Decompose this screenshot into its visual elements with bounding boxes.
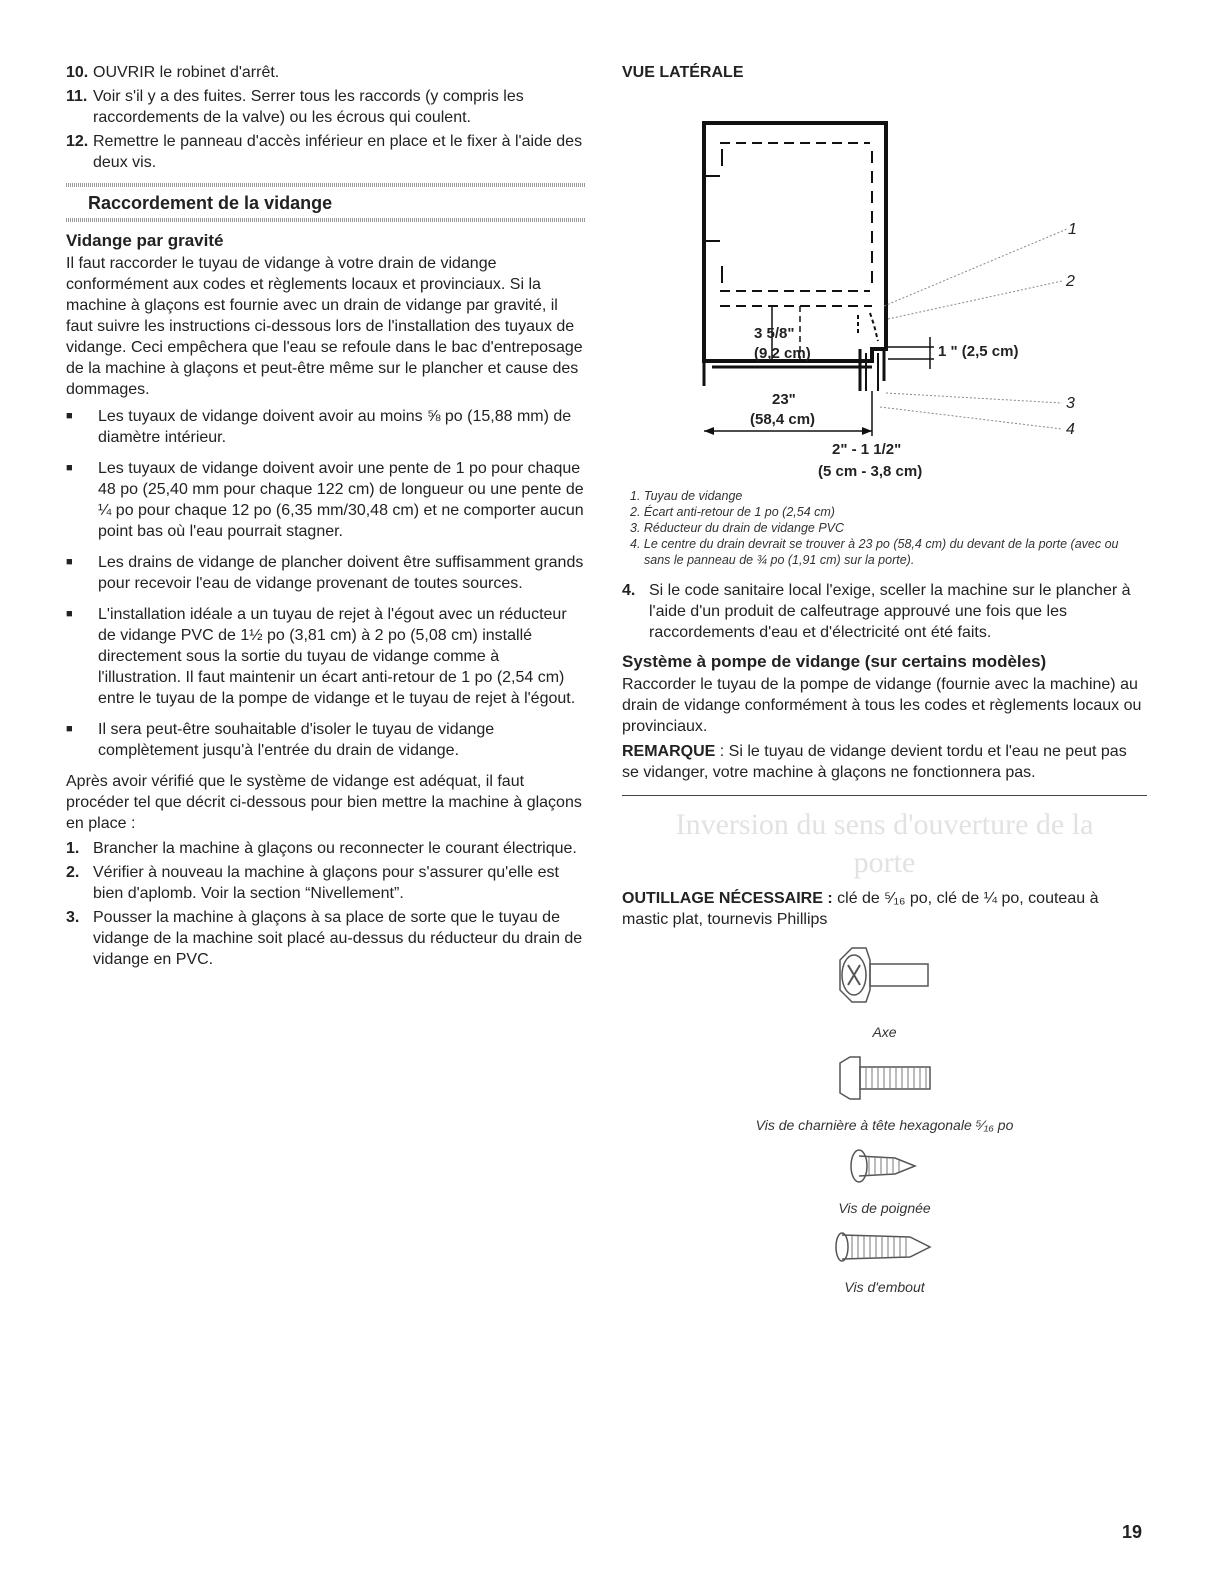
bullet-square-icon: ■ [66, 410, 73, 422]
tool-caption: Vis d'embout [844, 1279, 925, 1295]
tool-caption: Vis de charnière à tête hexagonale ⁵⁄₁₆ po [755, 1117, 1014, 1133]
bullet-square-icon: ■ [66, 556, 73, 568]
caption-item: 2. Écart anti-retour de 1 po (2,54 cm) [630, 505, 835, 519]
steps-top [66, 62, 586, 173]
tool-caption: Vis de poignée [838, 1200, 931, 1216]
caption-item: 4. Le centre du drain devrait se trouver à 23 po (58,4 cm) du devant de la porte (avec ou sans le panneau de ¾ po (1,91 cm) sur la porte). [630, 537, 1119, 567]
callout-1: 1 [1068, 221, 1077, 238]
callout-3: 3 [1066, 395, 1075, 412]
step-item: 12. Remettre le panneau d'accès inférieur en place et le fixer à l'aide des deux vis. [66, 133, 583, 171]
hex-bolt-icon [830, 1053, 940, 1103]
callout-4: 4 [1066, 421, 1075, 438]
dim-9-2-cm: (9,2 cm) [754, 345, 811, 362]
door-reversal-title [622, 806, 1147, 882]
steps-bottom [66, 838, 586, 970]
dim-23-inch: 23" [772, 391, 796, 408]
caption-item: 3. Réducteur du drain de vidange PVC [630, 521, 845, 535]
list-item: ■ Les tuyaux de vidange doivent avoir au moins ⅝ po (15,88 mm) de diamètre intérieur. [66, 408, 572, 446]
list-item: ■ Il sera peut-être souhaitable d'isoler le tuyau de vidange complètement jusqu'à l'entrée du drain de vidange. [66, 721, 495, 759]
tool-axle [622, 940, 1147, 1043]
list-item: ■ Les drains de vidange de plancher doivent être suffisamment grands pour recevoir l'eau de vidange provenant de toutes sources. [66, 554, 584, 592]
side-view-diagram [622, 91, 1147, 471]
dim-2-inch: 2" - 1 1/2" [832, 441, 902, 458]
pump-text: Raccorder le tuyau de la pompe de vidange (fournie avec la machine) au drain de vidange conformément à tous les codes et règlements locaux ou provinciaux. [622, 676, 1142, 735]
remark-text: : Si le tuyau de vidange devient tordu et l'eau ne peut pas se vidanger, votre machine à glaçons ne fonctionnera pas. [622, 743, 1127, 781]
callout-2: 2 [1066, 273, 1075, 290]
remark [622, 741, 1147, 783]
step-item: 11. Voir s'il y a des fuites. Serrer tous les raccords (y compris les raccordements de la valve) ou les écrous qui coulent. [66, 88, 524, 126]
dim-58-4-cm: (58,4 cm) [750, 411, 816, 428]
tool-hinge-screw [622, 1053, 1147, 1136]
handle-screw-icon [845, 1146, 925, 1186]
bullet-square-icon: ■ [66, 723, 73, 735]
right-column [622, 62, 1147, 1298]
dim-5-cm: (5 cm - 3,8 cm) [818, 463, 923, 480]
gravity-title: Vidange par gravité [66, 231, 224, 250]
list-item: ■ Les tuyaux de vidange doivent avoir une pente de 1 po pour chaque 48 po (25,40 mm pour chaque 122 cm) de longueur ou une pente de ¼ po pour chaque 12 po (6,35 mm/30,48 cm) et ne comporter aucun point bas où l'eau pourrait stagner. [66, 460, 584, 540]
tool-end-screw [622, 1229, 1147, 1298]
caption-item: 1. Tuyau de vidange [630, 489, 743, 503]
bullet-square-icon: ■ [66, 462, 73, 474]
dim-1-inch: 1 " (2,5 cm) [938, 343, 1019, 360]
door-reversal-title-line1: Inversion du sens d'ouverture de la [675, 808, 1094, 841]
axle-icon [830, 940, 940, 1010]
pump-title: Système à pompe de vidange (sur certains modèles) [622, 652, 1047, 671]
tools-required [622, 888, 1147, 930]
tools-label: OUTILLAGE NÉCESSAIRE : [622, 890, 833, 907]
step-item: 1. Brancher la machine à glaçons ou reconnecter le courant électrique. [66, 840, 577, 857]
step-item: 3. Pousser la machine à glaçons à sa place de sorte que le tuyau de vidange de la machine soit placé au-dessus du réducteur du drain de vidange en PVC. [66, 909, 583, 968]
hatch-divider [66, 218, 586, 222]
side-view-title: VUE LATÉRALE [622, 64, 744, 81]
gravity-intro: Il faut raccorder le tuyau de vidange à votre drain de vidange conformément aux codes et règlements locaux et provinciaux. Si la machine à glaçons est fournie avec un drain de vidange par gravité, il faut suivre les instructions ci-dessous lors de l'installation des tuyaux de vidange. Ceci empêchera que l'eau se refoule dans le bac d'entreposage de la machine à glaçons et peut-être même sur le plancher et cause des dommages. [66, 255, 583, 398]
section-title: Raccordement de la vidange [88, 193, 333, 213]
door-reversal-title-line2: porte [853, 846, 916, 879]
hatch-divider [66, 183, 586, 187]
end-screw-icon [830, 1229, 940, 1265]
section-divider [622, 795, 1147, 796]
figure-captions [622, 488, 1147, 568]
page-number: 19 [1122, 1522, 1143, 1542]
left-column [66, 62, 586, 973]
list-item: ■ L'installation idéale a un tuyau de rejet à l'égout avec un réducteur de vidange PVC de 1½ po (3,81 cm) à 2 po (5,08 cm) installé directement sous la sortie du tuyau de vidange comme à l'illustration. Il faut maintenir un écart anti-retour de 1 po (2,54 cm) entre le tuyau de la pompe de vidange et le tuyau de rejet à l'égout. [66, 606, 576, 707]
step-item: 10. OUVRIR le robinet d'arrêt. [66, 64, 280, 81]
tool-handle-screw [622, 1146, 1147, 1219]
remark-label: REMARQUE [622, 743, 716, 760]
step-item: 4. Si le code sanitaire local l'exige, sceller la machine sur le plancher à l'aide d'un produit de calfeutrage approuvé une fois que les raccordements d'eau et d'électricité ont été faits. [622, 582, 1131, 641]
bullet-square-icon: ■ [66, 608, 73, 620]
tool-caption: Axe [872, 1024, 897, 1040]
tools-text: clé de ⁵⁄₁₆ po, clé de ¼ po, couteau à mastic plat, tournevis Phillips [622, 890, 1099, 928]
dim-3-5-8: 3 5/8" [754, 325, 795, 342]
after-text: Après avoir vérifié que le système de vidange est adéquat, il faut procéder tel que décrit ci-dessous pour bien mettre la machine à glaçons en place : [66, 773, 582, 832]
step-item: 2. Vérifier à nouveau la machine à glaçons pour s'assurer qu'elle est bien d'aplomb. Voir la section “Nivellement”. [66, 864, 559, 902]
bullet-list [66, 406, 586, 761]
